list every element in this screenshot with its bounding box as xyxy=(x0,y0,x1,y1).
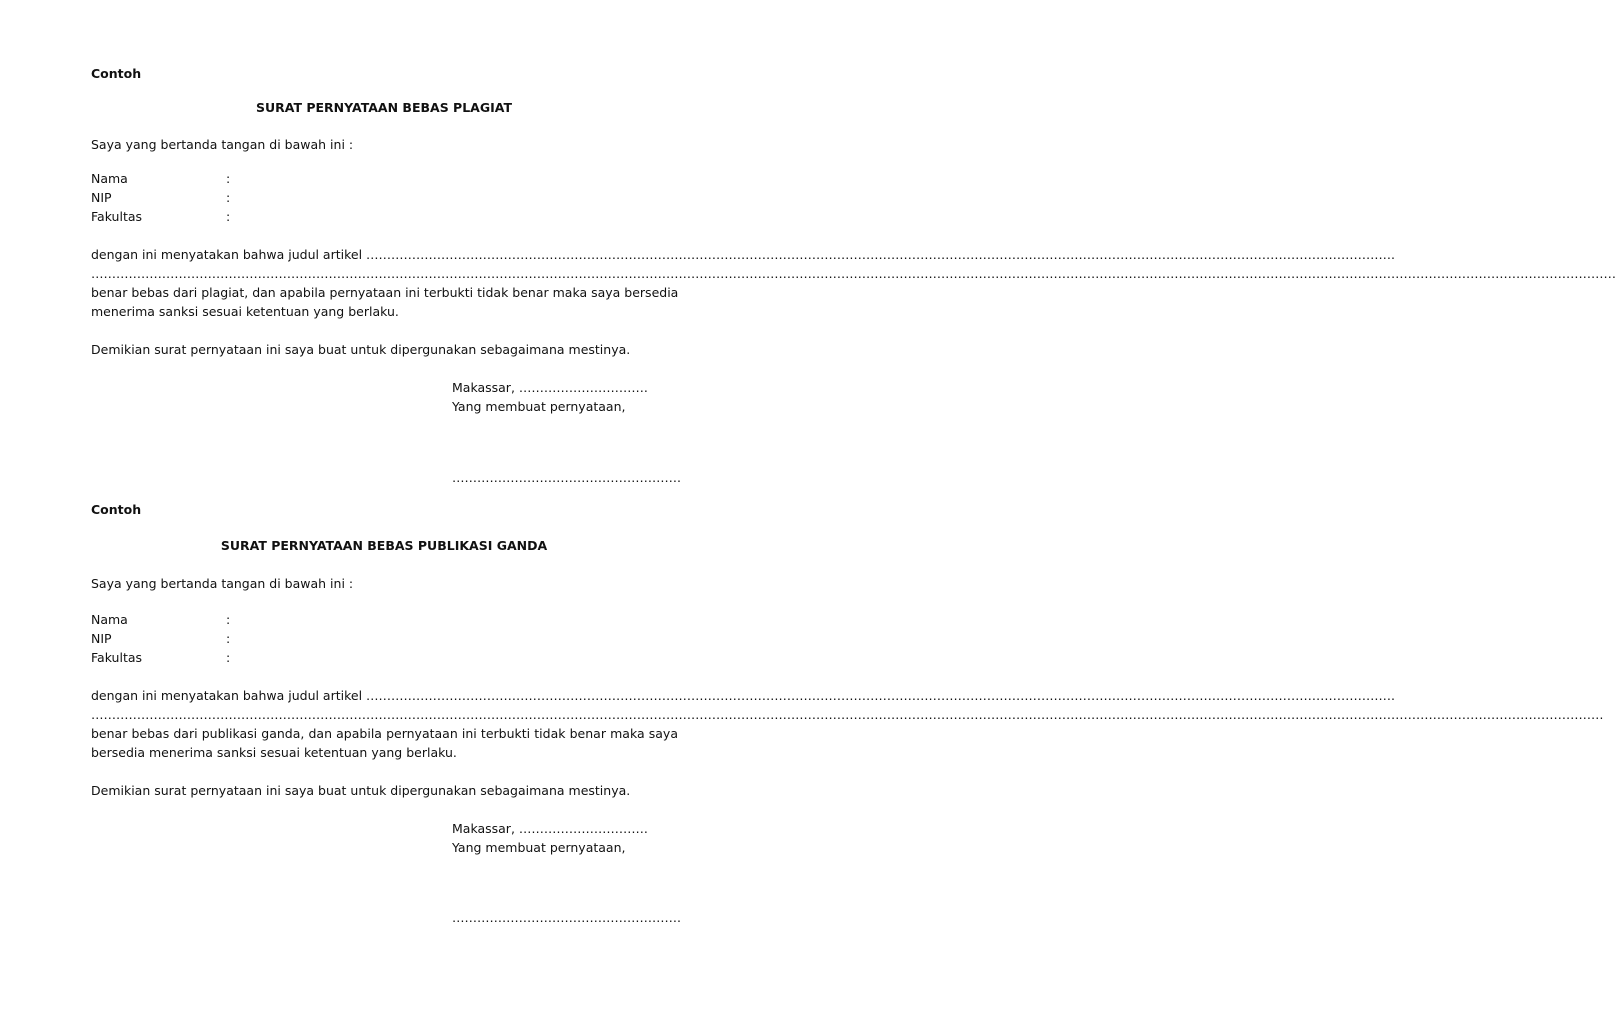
field-label-fakultas: Fakultas xyxy=(91,650,143,665)
statement-line-1: dengan ini menyatakan bahwa judul artikel …………………………………………………………………………………………………………………………………………………………………………………………………………………………. xyxy=(91,688,1396,703)
statement-line-2: …………………………………………………………………………………………………………………………………………………………………………………………………………………………………………………………………………………………………………………………………… xyxy=(91,266,1616,281)
field-label-nip: NIP xyxy=(91,631,112,646)
closing-text: Demikian surat pernyataan ini saya buat untuk dipergunakan sebagaimana mestinya. xyxy=(91,342,631,357)
place-date: Makassar, …………………………. xyxy=(452,821,648,836)
place-date: Makassar, …………………………. xyxy=(452,380,648,395)
document-title: SURAT PERNYATAAN BEBAS PUBLIKASI GANDA xyxy=(220,538,548,553)
field-label-nama: Nama xyxy=(91,171,128,186)
signer-label: Yang membuat pernyataan, xyxy=(452,840,626,855)
closing-text: Demikian surat pernyataan ini saya buat untuk dipergunakan sebagaimana mestinya. xyxy=(91,783,631,798)
intro-text: Saya yang bertanda tangan di bawah ini : xyxy=(91,576,354,591)
statement-line-4: menerima sanksi sesuai ketentuan yang berlaku. xyxy=(91,304,399,319)
field-label-nip: NIP xyxy=(91,190,112,205)
statement-line-2: ………………………………………………………………………………………………………………………………………………………………………………………………………………………………………………………………………………………………………………………………… xyxy=(91,707,1604,722)
field-colon-fakultas: : xyxy=(226,650,231,665)
field-colon-nama: : xyxy=(226,612,231,627)
field-colon-nama: : xyxy=(226,171,231,186)
signature-line: ………………………………………………. xyxy=(452,910,681,925)
example-label: Contoh xyxy=(91,66,142,81)
field-label-nama: Nama xyxy=(91,612,128,627)
document-title: SURAT PERNYATAAN BEBAS PLAGIAT xyxy=(256,100,512,115)
intro-text: Saya yang bertanda tangan di bawah ini : xyxy=(91,137,354,152)
signer-label: Yang membuat pernyataan, xyxy=(452,399,626,414)
example-label: Contoh xyxy=(91,502,142,517)
statement-line-3: benar bebas dari publikasi ganda, dan apabila pernyataan ini terbukti tidak benar maka saya xyxy=(91,726,678,741)
field-colon-fakultas: : xyxy=(226,209,231,224)
field-colon-nip: : xyxy=(226,190,231,205)
statement-line-4: bersedia menerima sanksi sesuai ketentuan yang berlaku. xyxy=(91,745,457,760)
statement-line-1: dengan ini menyatakan bahwa judul artikel …………………………………………………………………………………………………………………………………………………………………………………………………………………………. xyxy=(91,247,1396,262)
statement-line-3: benar bebas dari plagiat, dan apabila pernyataan ini terbukti tidak benar maka saya bersedia xyxy=(91,285,679,300)
field-colon-nip: : xyxy=(226,631,231,646)
signature-line: ………………………………………………. xyxy=(452,470,681,485)
field-label-fakultas: Fakultas xyxy=(91,209,143,224)
